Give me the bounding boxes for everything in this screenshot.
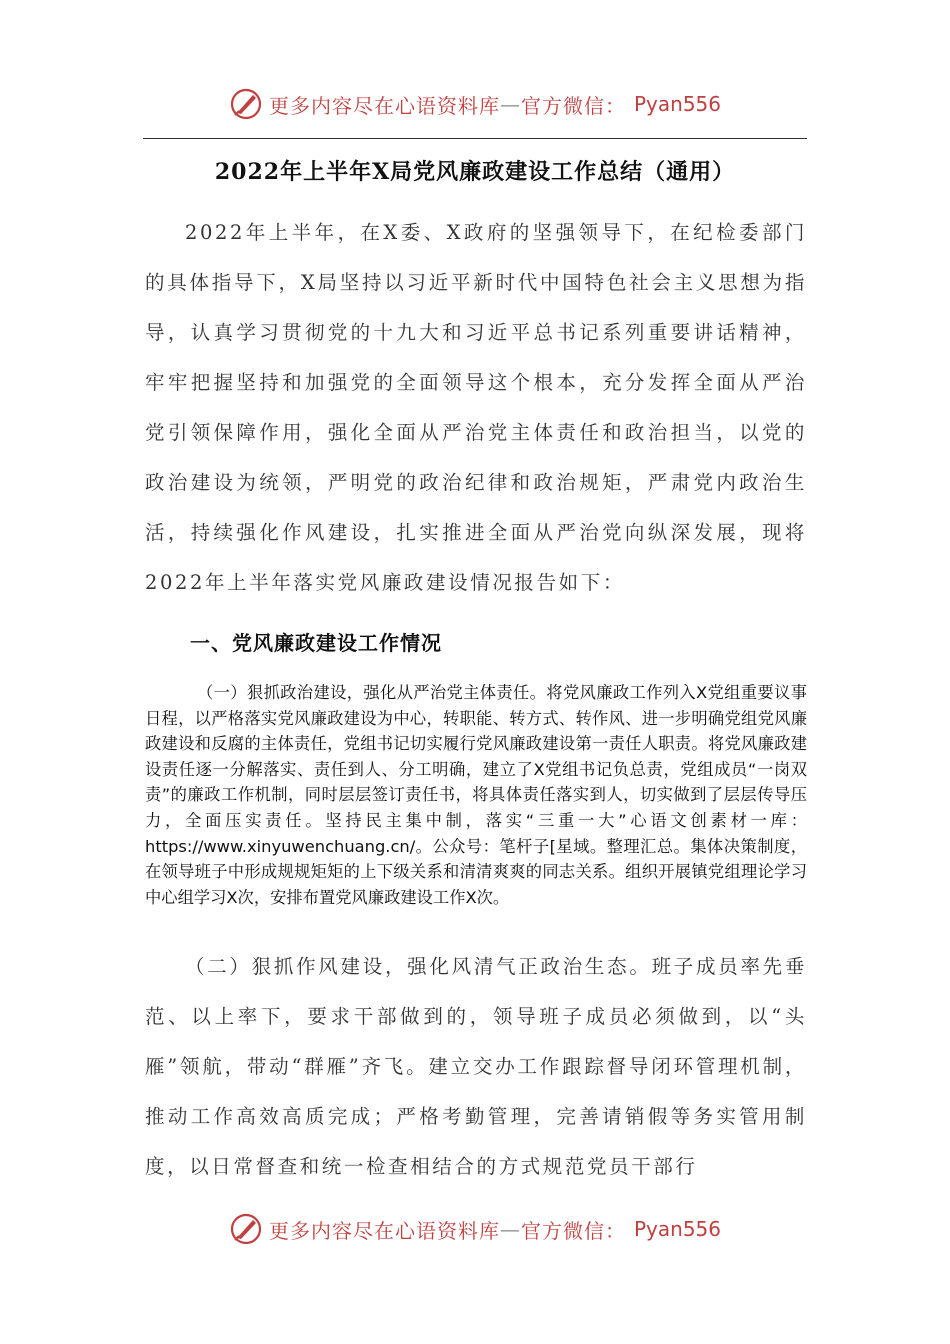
- footer-dash: —: [499, 1217, 521, 1241]
- footer-wechat-label: 官方微信：: [520, 1218, 626, 1243]
- section-heading: 一、党风廉政建设工作情况: [190, 631, 442, 655]
- section1-paragraph-2: （二）狠抓作风建设，强化风清气正政治生态。班子成员率先垂范、以上率下，要求干部做到的，领导班子成员必须做到，以“头雁”领航，带动“群雁”齐飞。建立交办工作跟踪督导闭环管理机制，推动工作高效高质完成；严格考勤管理，完善请销假等务实管用制度，以日常督查和统一检查相结合的方式规范党员干部行: [145, 955, 807, 1178]
- banner-wechat-label: 官方微信：: [520, 93, 626, 118]
- banner-wechat-id: Pyan556: [633, 92, 721, 116]
- quill-logo-icon: [229, 1212, 263, 1246]
- banner-dash: —: [499, 92, 521, 116]
- banner-site-text: 更多内容尽在心语资料库: [268, 93, 500, 118]
- document-title: 2022年上半年X局党风廉政建设工作总结（通用）: [214, 159, 736, 185]
- footer-banner: [0, 1211, 950, 1247]
- header-rule: [143, 138, 807, 139]
- footer-wechat-id: Pyan556: [633, 1217, 721, 1241]
- header-banner: [0, 86, 950, 122]
- section1-paragraph-1: （一）狠抓政治建设，强化从严治党主体责任。将党风廉政工作列入X党组重要议事日程，以严格落实党风廉政建设为中心，转职能、转方式、转作风、进一步明确党组党风廉政建设和反腐的主体责任，党组书记切实履行党风廉政建设第一责任人职责。将党风廉政建设责任逐一分解落实、责任到人、分工明确，建立了X党组书记负总责，党组成员“一岗双责”的廉政工作机制，同时层层签订责任书，将具体责任落实到人，切实做到了层层传导压力，全面压实责任。坚持民主集中制，落实“三重一大”心语文创素材一库：https://www.xinyuwenchuang.cn/。公众号：笔杆子[星域。整理汇总。集体决策制度，在领导班子中形成规规矩矩的上下级关系和清清爽爽的同志关系。组织开展镇党组理论学习中心组学习X次，安排布置党风廉政建设工作X次。: [145, 683, 807, 907]
- quill-logo-icon: [229, 87, 263, 121]
- footer-site-text: 更多内容尽在心语资料库: [268, 1218, 500, 1243]
- intro-paragraph: 2022年上半年，在X委、X政府的坚强领导下，在纪检委部门的具体指导下，X局坚持以习近平新时代中国特色社会主义思想为指导，认真学习贯彻党的十九大和习近平总书记系列重要讲话精神，牢牢把握坚持和加强党的全面领导这个根本，充分发挥全面从严治党引领保障作用，强化全面从严治党主体责任和政治担当，以党的政治建设为统领，严明党的政治纪律和政治规矩，严肃党内政治生活，持续强化作风建设，扎实推进全面从严治党向纵深发展，现将2022年上半年落实党风廉政建设情况报告如下：: [145, 221, 807, 594]
